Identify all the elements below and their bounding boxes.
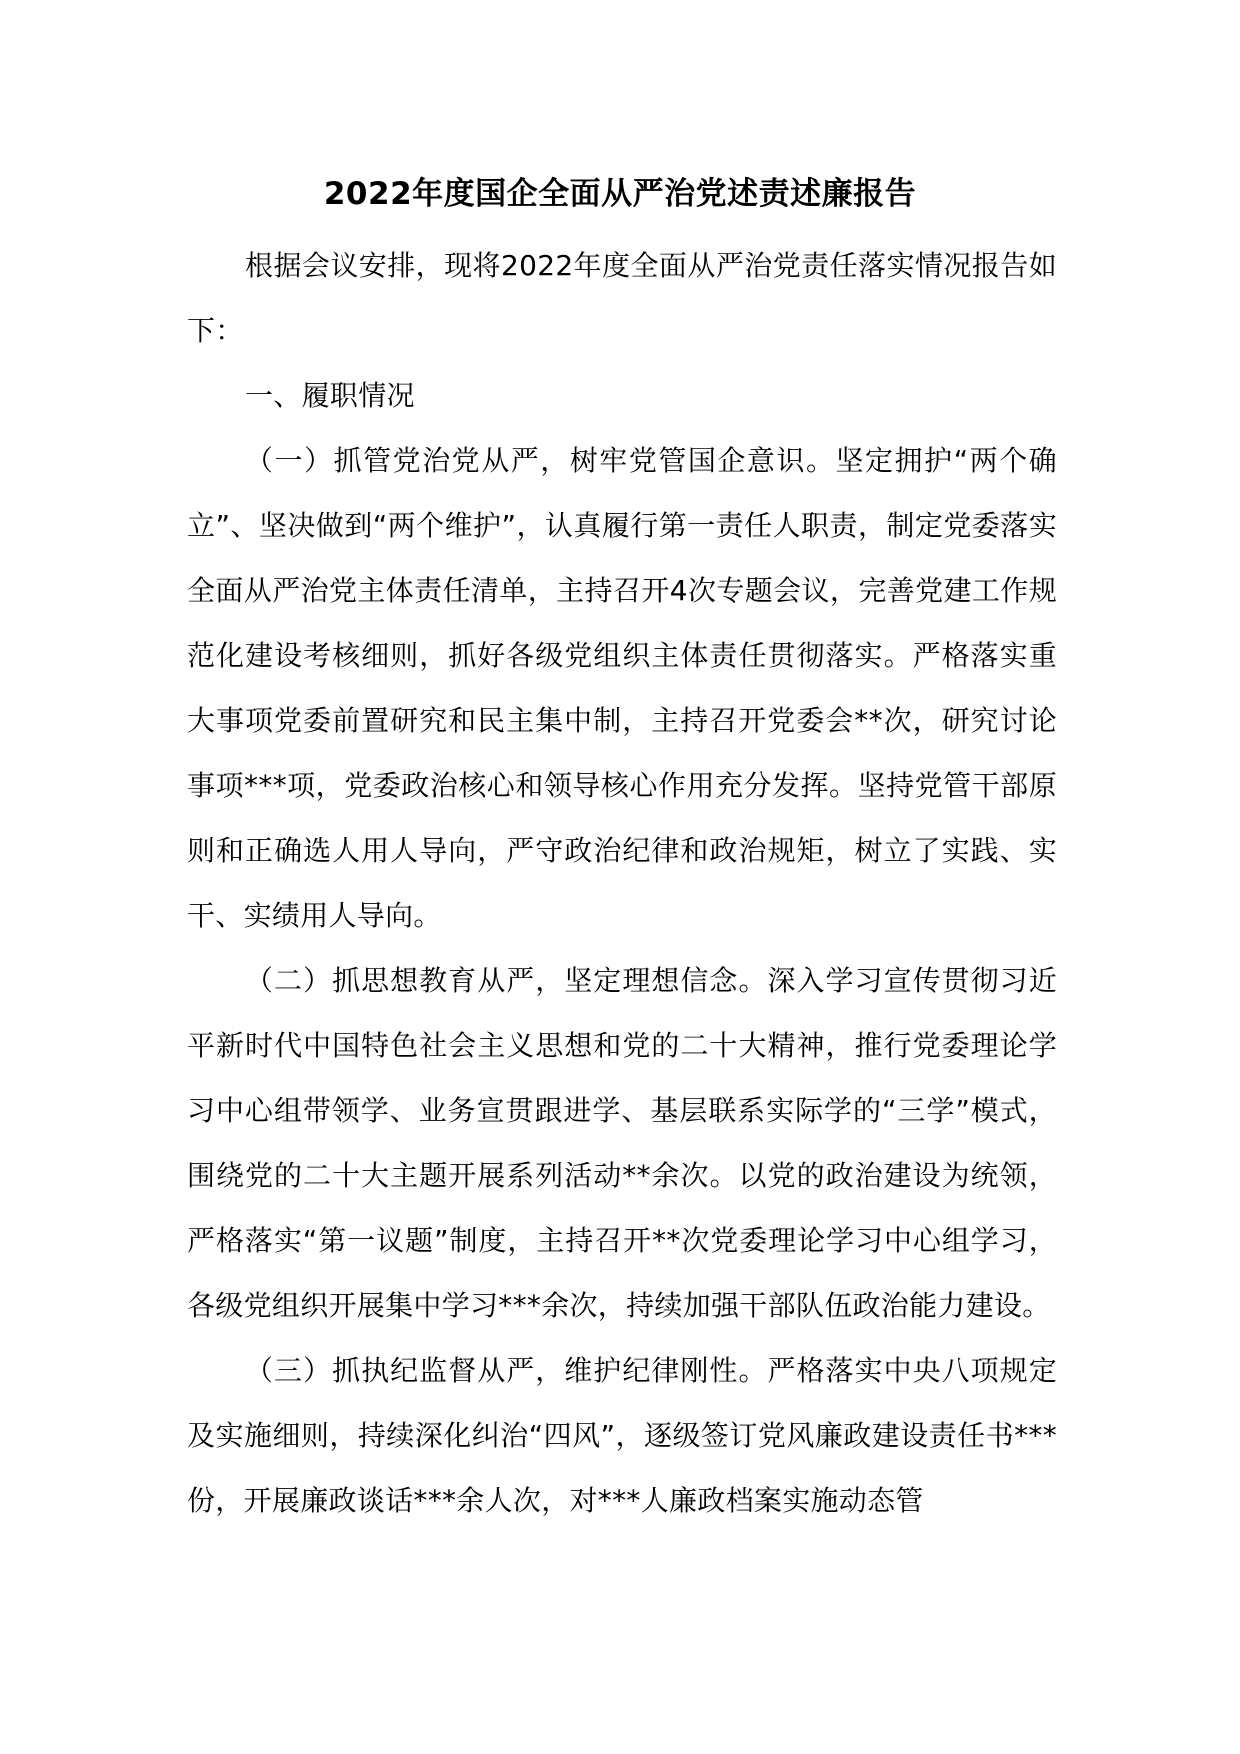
paragraph-discipline-supervision: （三）抓执纪监督从严，维护纪律刚性。严格落实中央八项规定及实施细则，持续深化纠治“四风”，逐级签订党风廉政建设责任书***份，开展廉政谈话***余人次，对***人廉政档案实施动态管 (187, 1354, 1057, 1517)
document-body (187, 233, 1057, 1533)
document-title: 2022年度国企全面从严治党述责述廉报告 (323, 176, 917, 212)
paragraph-intro: 根据会议安排，现将2022年度全面从严治党责任落实情况报告如下： (187, 249, 1057, 347)
paragraph-ideological-education: （二）抓思想教育从严，坚定理想信念。深入学习宣传贯彻习近平新时代中国特色社会主义思想和党的二十大精神，推行党委理论学习中心组带领学、业务宣贯跟进学、基层联系实际学的“三学”模式，围绕党的二十大主题开展系列活动**余次。以党的政治建设为统领，严格落实“第一议题”制度，主持召开**次党委理论学习中心组学习，各级党组织开展集中学习***余次，持续加强干部队伍政治能力建设。 (187, 964, 1057, 1322)
paragraph-party-governance: （一）抓管党治党从严，树牢党管国企意识。坚定拥护“两个确立”、坚决做到“两个维护”，认真履行第一责任人职责，制定党委落实全面从严治党主体责任清单，主持召开4次专题会议，完善党建工作规范化建设考核细则，抓好各级党组织主体责任贯彻落实。严格落实重大事项党委前置研究和民主集中制，主持召开党委会**次，研究讨论事项***项，党委政治核心和领导核心作用充分发挥。坚持党管干部原则和正确选人用人导向，严守政治纪律和政治规矩，树立了实践、实干、实绩用人导向。 (187, 444, 1057, 932)
section-heading-performance: 一、履职情况 (245, 379, 415, 412)
